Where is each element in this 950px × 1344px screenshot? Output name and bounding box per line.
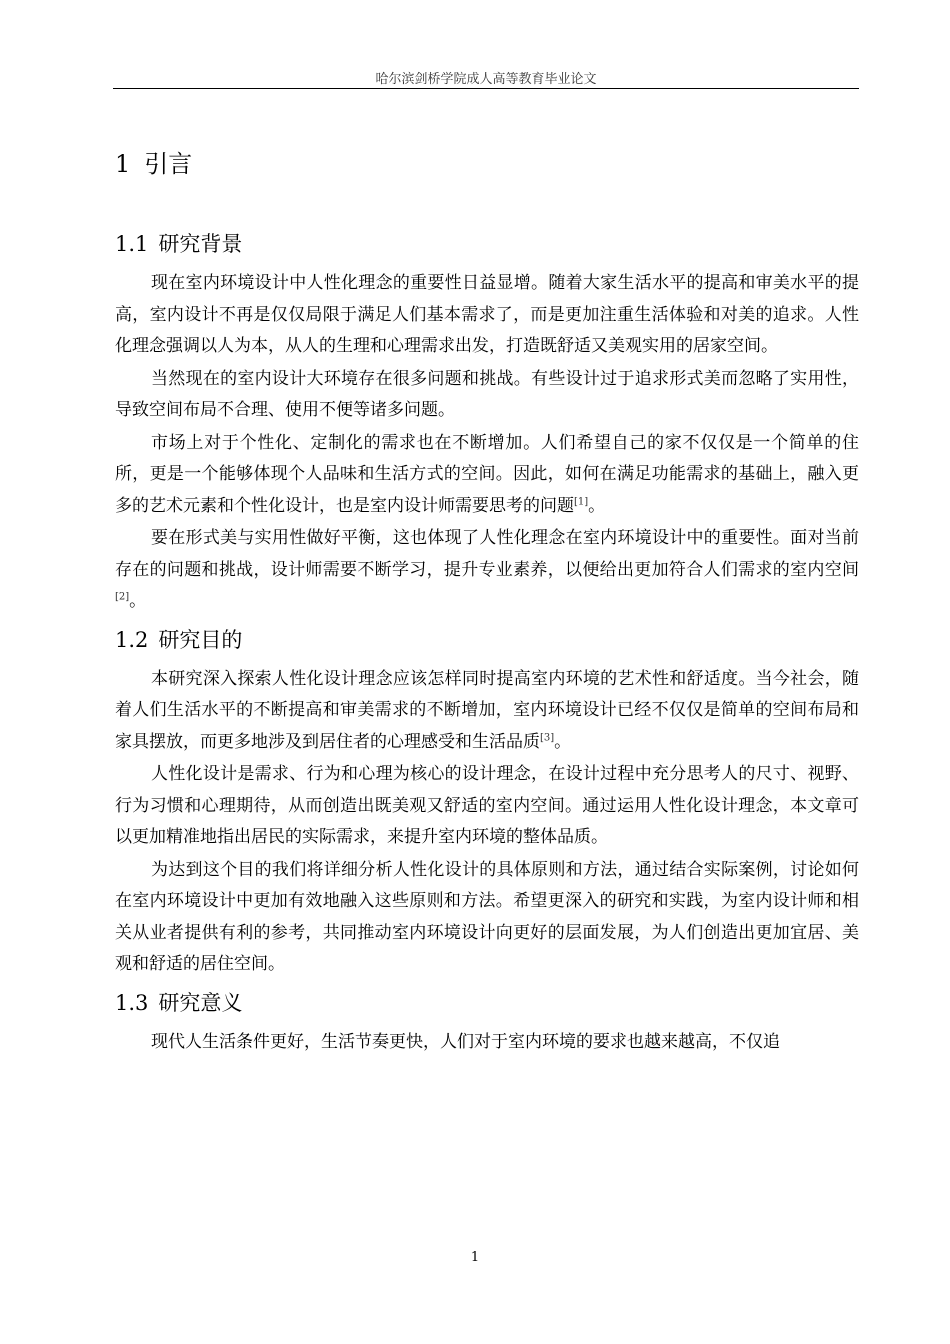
section-number: 1.1	[115, 232, 149, 256]
paragraph: 为达到这个目的我们将详细分析人性化设计的具体原则和方法，通过结合实际案例，讨论如何在室内环境设计中更加有效地融入这些原则和方法。希望更深入的研究和实践，为室内设计师和相关从业者提供有利的参考，共同推动室内环境设计向更好的层面发展，为人们创造出更加宜居、美观和舒适的居住空间。	[115, 859, 859, 974]
section-heading	[115, 985, 859, 1021]
section-title: 研究目的	[158, 627, 243, 652]
section-title: 研究意义	[158, 990, 243, 1015]
paragraph: 现代人生活条件更好，生活节奏更快，人们对于室内环境的要求也越来越高，不仅追	[151, 1031, 780, 1052]
section-research-purpose	[115, 622, 859, 981]
citation-marker: [1]	[574, 495, 589, 507]
header-rule	[113, 88, 859, 89]
chapter-title: 引言	[144, 150, 193, 178]
section-research-significance	[115, 985, 859, 1059]
paragraph: 现在室内环境设计中人性化理念的重要性日益显增。随着大家生活水平的提高和审美水平的提高，室内设计不再是仅仅局限于满足人们基本需求了，而是更加注重生活体验和对美的追求。人性化理念强调以人为本，从人的生理和心理需求出发，打造既舒适又美观实用的居家空间。	[115, 273, 859, 356]
chapter-heading	[115, 140, 859, 188]
paragraph: 市场上对于个性化、定制化的需求也在不断增加。人们希望自己的家不仅仅是一个简单的住所，更是一个能够体现个人品味和生活方式的空间。因此，如何在满足功能需求的基础上，融入更多的艺术元素和个性化设计，也是室内设计师需要思考的问题[1]。	[115, 432, 859, 516]
section-title: 研究背景	[158, 232, 243, 256]
chapter-number: 1	[115, 150, 131, 178]
paragraph: 要在形式美与实用性做好平衡，这也体现了人性化理念在室内环境设计中的重要性。面对当前存在的问题和挑战，设计师需要不断学习，提升专业素养，以便给出更加符合人们需求的室内空间[2]。	[115, 528, 859, 611]
section-heading	[115, 622, 859, 658]
document-body	[115, 140, 859, 1059]
section-research-background	[115, 226, 859, 618]
section-number: 1.3	[115, 990, 149, 1015]
paragraph: 本研究深入探索人性化设计理念应该怎样同时提高室内环境的艺术性和舒适度。当今社会，随着人们生活水平的不断提高和审美需求的不断增加，室内环境设计已经不仅仅是简单的空间布局和家具摆放，而更多地涉及到居住者的心理感受和生活品质[3]。	[115, 668, 859, 752]
paragraph: 当然现在的室内设计大环境存在很多问题和挑战。有些设计过于追求形式美而忽略了实用性，导致空间布局不合理、使用不便等诸多问题。	[115, 368, 859, 420]
citation-marker: [3]	[540, 731, 555, 743]
running-header: 哈尔滨剑桥学院成人高等教育毕业论文	[375, 72, 597, 87]
page-number: 1	[470, 1250, 480, 1265]
section-heading	[115, 226, 859, 262]
citation-marker: [2]	[115, 591, 130, 603]
section-number: 1.2	[115, 627, 149, 652]
paragraph: 人性化设计是需求、行为和心理为核心的设计理念，在设计过程中充分思考人的尺寸、视野、行为习惯和心理期待，从而创造出既美观又舒适的室内空间。通过运用人性化设计理念，本文章可以更加精准地指出居民的实际需求，来提升室内环境的整体品质。	[115, 764, 859, 847]
